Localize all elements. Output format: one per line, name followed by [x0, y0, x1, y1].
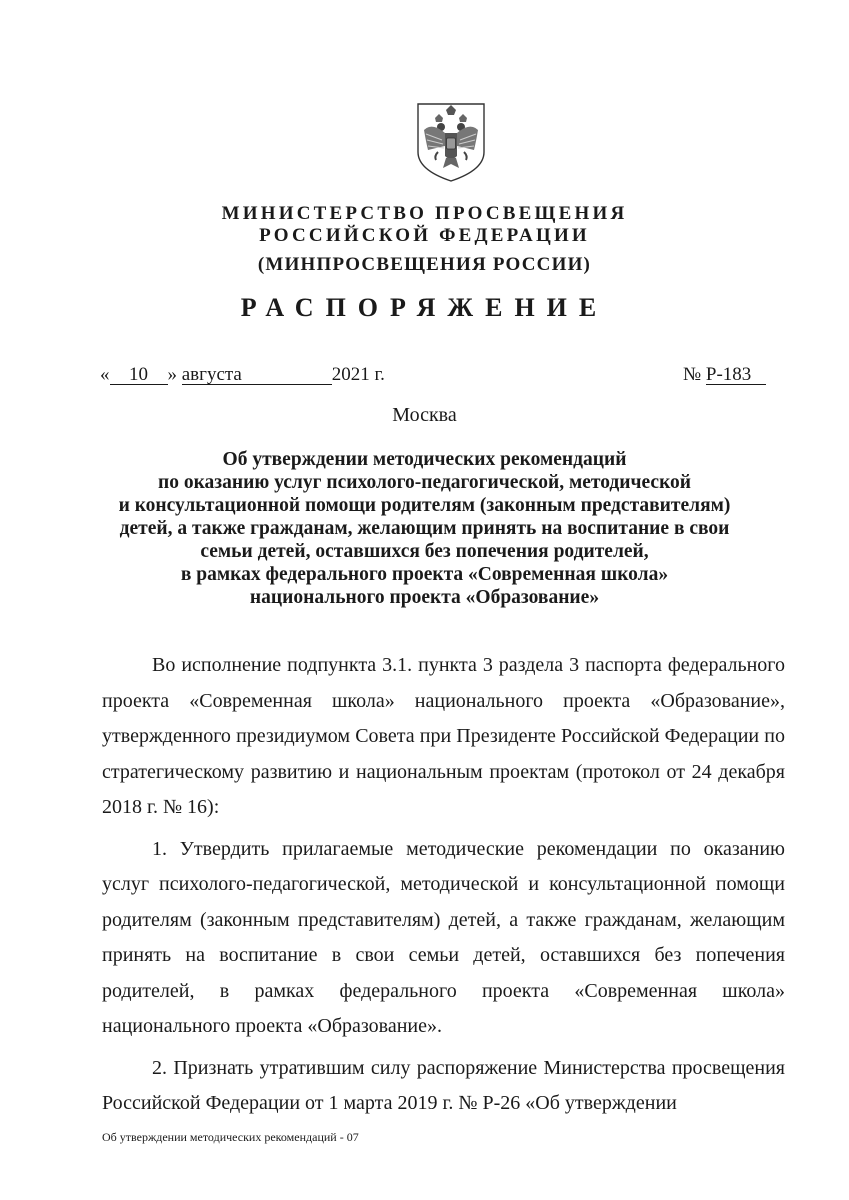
date-month: августа	[182, 366, 332, 385]
body-paragraph-2: 2. Признать утратившим силу распоряжение Министерства просвещения Российской Федерации от 1 марта 2019 г. № Р-26 «Об утверждении	[102, 1056, 785, 1114]
title-line: семьи детей, оставшихся без попечения родителей,	[200, 541, 649, 562]
title-line: национального проекта «Образование»	[249, 587, 600, 608]
date-open-quote: «	[100, 364, 110, 385]
document-number	[683, 364, 766, 386]
document-date	[100, 364, 385, 386]
number-prefix: №	[683, 364, 702, 385]
title-line: детей, а также гражданам, желающим принять на воспитание в свои	[119, 518, 730, 539]
document-body	[102, 648, 785, 1122]
document-type: РАСПОРЯЖЕНИЕ	[240, 293, 609, 322]
ministry-line-2: РОССИЙСКОЙ ФЕДЕРАЦИИ	[259, 225, 590, 246]
title-line: Об утверждении методических рекомендаций	[222, 449, 627, 470]
page-footer: Об утверждении методических рекомендаций - 07	[102, 1130, 359, 1144]
date-day: 10	[110, 366, 168, 385]
body-paragraph-preamble: Во исполнение подпункта 3.1. пункта 3 раздела 3 паспорта федерального проекта «Современная школа» национального проекта «Образование», утвержденного президиумом Совета при Президенте Российской Федерации по стратегическому развитию и национальным проектам (протокол от 24 декабря 2018 г. № 16):	[102, 654, 785, 818]
number-value: Р-183	[706, 366, 766, 385]
document-title	[0, 448, 849, 609]
russian-coat-of-arms-icon	[412, 100, 490, 184]
title-line: по оказанию услуг психолого-педагогической, методической	[157, 472, 692, 493]
ministry-abbreviation: (МИНПРОСВЕЩЕНИЯ РОССИИ)	[257, 254, 592, 275]
date-year: 2021 г.	[331, 364, 385, 385]
ministry-line-1: МИНИСТЕРСТВО ПРОСВЕЩЕНИЯ	[221, 203, 628, 224]
ministry-name	[0, 203, 849, 247]
body-paragraph-1: 1. Утвердить прилагаемые методические рекомендации по оказанию услуг психолого-педагогической, методической и консультационной помощи родителям (законным представителям) детей, а также гражданам, желающим принять на воспитание в свои семьи детей, оставшихся без попечения родителей, в рамках федерального проекта «Современная школа» национального проекта «Образование».	[102, 837, 785, 1037]
title-line: и консультационной помощи родителям (законным представителям)	[118, 495, 731, 516]
date-close-quote: »	[167, 364, 177, 385]
title-line: в рамках федерального проекта «Современная школа»	[180, 564, 669, 585]
document-city: Москва	[392, 404, 457, 426]
